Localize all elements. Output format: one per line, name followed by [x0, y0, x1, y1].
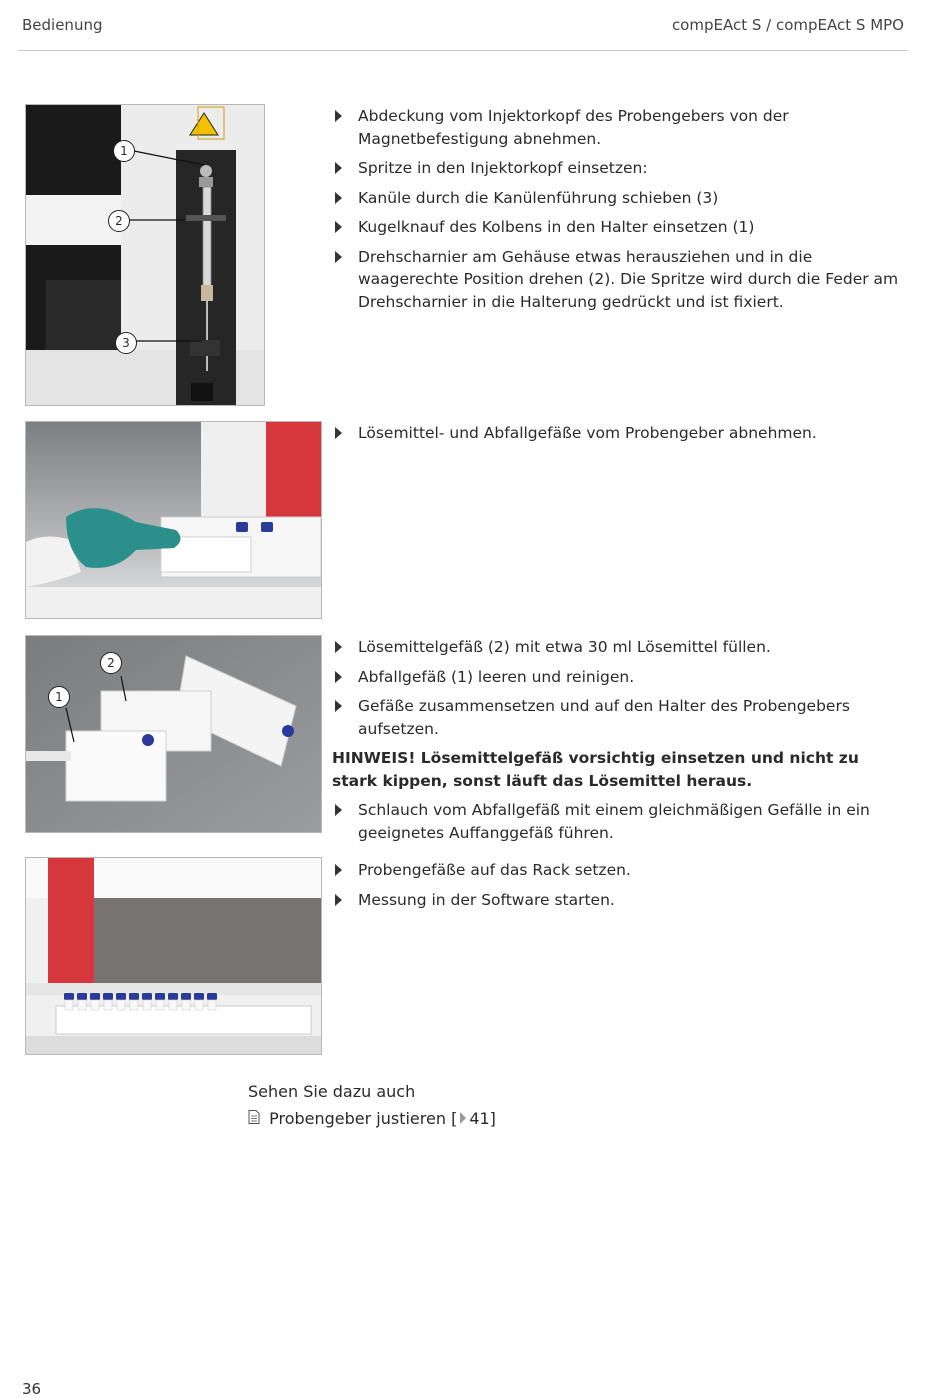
step-item: Abfallgefäß (1) leeren und reinigen. [332, 666, 907, 689]
steps-section-3 [332, 636, 907, 851]
step-arrow-icon [335, 804, 342, 816]
caution-note: HINWEIS! Lösemittelgefäß vorsichtig einsetzen und nicht zu stark kippen, sonst läuft das Lösemittel heraus. [332, 749, 859, 790]
step-item: Kugelknauf des Kolbens in den Halter einsetzen (1) [332, 216, 907, 239]
step-arrow-icon [335, 700, 342, 712]
callout-2: 2 [100, 652, 122, 674]
step-arrow-icon [335, 221, 342, 233]
figure-solvent-waste-containers [25, 635, 322, 833]
step-arrow-icon [335, 894, 342, 906]
callout-2: 2 [108, 210, 130, 232]
running-header-right: compEAct S / compEAct S MPO [671, 16, 904, 34]
step-arrow-icon [335, 251, 342, 263]
figure-syringe-injector [25, 104, 265, 406]
steps-section-4 [332, 859, 907, 918]
step-item: Abdeckung vom Injektorkopf des Probengebers von der Magnetbefestigung abnehmen. [332, 105, 907, 150]
steps-section-2 [332, 422, 907, 452]
see-also-link[interactable] [248, 1109, 496, 1128]
page-ref-arrow-icon [460, 1112, 466, 1124]
callout-1: 1 [113, 140, 135, 162]
step-item: Kanüle durch die Kanülenführung schieben (3) [332, 187, 907, 210]
header-divider [18, 50, 908, 51]
step-item: Spritze in den Injektorkopf einsetzen: [332, 157, 907, 180]
step-arrow-icon [335, 162, 342, 174]
figure-sample-rack [25, 857, 322, 1055]
see-also-page-ref[interactable]: 41] [469, 1109, 496, 1128]
see-also-section [248, 1082, 496, 1128]
step-item: Gefäße zusammensetzen und auf den Halter des Probengebers aufsetzen. [332, 695, 907, 740]
steps-section-1 [332, 105, 907, 320]
see-also-link-text[interactable]: Probengeber justieren [ [269, 1109, 458, 1128]
step-arrow-icon [335, 192, 342, 204]
step-item: Probengefäße auf das Rack setzen. [332, 859, 907, 882]
document-icon [248, 1109, 264, 1128]
step-arrow-icon [335, 110, 342, 122]
step-item: Messung in der Software starten. [332, 889, 907, 912]
callout-1: 1 [48, 686, 70, 708]
step-item: Schlauch vom Abfallgefäß mit einem gleichmäßigen Gefälle in ein geeignetes Auffanggefäß führen. [332, 799, 907, 844]
step-arrow-icon [335, 864, 342, 876]
step-arrow-icon [335, 671, 342, 683]
step-item: Lösemittelgefäß (2) mit etwa 30 ml Lösemittel füllen. [332, 636, 907, 659]
figure-remove-containers [25, 421, 322, 619]
callout-3: 3 [115, 332, 137, 354]
running-header-left: Bedienung [22, 16, 103, 34]
step-arrow-icon [335, 641, 342, 653]
page-number: 36 [22, 1380, 42, 1398]
see-also-title: Sehen Sie dazu auch [248, 1082, 416, 1101]
step-item: Drehscharnier am Gehäuse etwas herausziehen und in die waagerechte Position drehen (2). Die Spritze wird durch die Feder am Drehscharnier in die Halterung gedrückt und ist fixiert. [332, 246, 907, 314]
step-item: Lösemittel- und Abfallgefäße vom Probengeber abnehmen. [332, 422, 907, 445]
step-arrow-icon [335, 427, 342, 439]
